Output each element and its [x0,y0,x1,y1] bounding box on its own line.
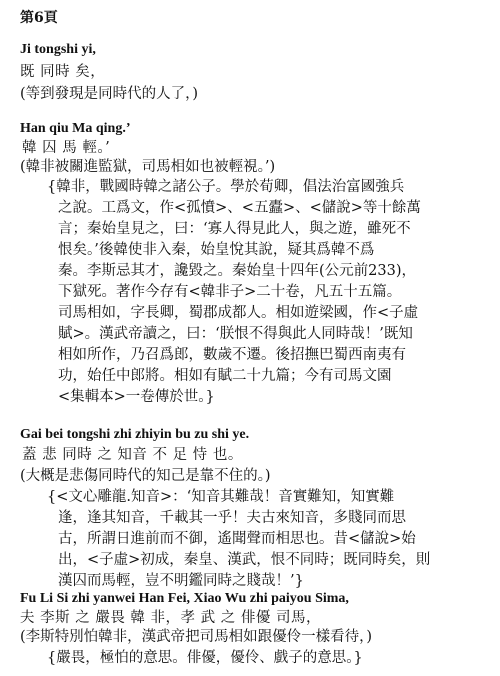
commentary-line: 賦>。漢武帝讀之，曰：‘朕恨不得與此人同時哉！’既知 [58,326,413,342]
chinese-line-2: 韓 囚 馬 輕。’ [22,140,111,156]
chinese-line-3: 蓋 悲 同時 之 知音 不 足 恃 也。 [22,447,243,463]
commentary-line: 恨矣。’後韓使非入秦，始皇悅其說，疑其爲韓不爲 [58,242,375,258]
note-line-4: (李斯特別怕韓非，漢武帝把司馬相如跟優伶一樣看待，) [20,629,373,645]
commentary-line: {韓非，戰國時韓之諸公子。學於荀卿，倡法治富國強兵 [47,179,405,195]
commentary-line: 功，始任中郎將。相如有賦二十九篇；今有司馬文園 [58,368,392,384]
commentary-line: 逢，逢其知音，千載其一乎！夫古來知音，多賤同而思 [58,510,406,526]
commentary-line: 秦。李斯忌其才，讒毀之。秦始皇十四年(公元前233)， [58,263,416,279]
commentary-line: {嚴畏，極怕的意思。俳優，優伶、戲子的意思。} [47,650,363,666]
pinyin-line-4: Fu Li Si zhi yanwei Han Fei, Xiao Wu zhi paiyou Sima, [20,591,349,606]
note-line-2: (韓非被關進監獄，司馬相如也被輕視。’) [20,159,276,175]
pinyin-line-1: Ji tongshi yi, [20,42,96,57]
commentary-line: 相如所作，乃召爲郎，數歲不遷。後招撫巴蜀西南夷有 [58,347,406,363]
note-line-1: (等到發現是同時代的人了，) [20,86,199,102]
commentary-line: 出，<子虛>初成，秦皇、漢武，恨不同時；既同時矣，則 [58,552,431,568]
note-line-3: (大概是悲傷同時代的知己是靠不住的。) [20,468,271,484]
page-header: 第6頁 [20,10,58,26]
commentary-line: 漢囚而馬輕，豈不明鑑同時之賤哉！’} [58,573,304,589]
commentary-line: {<文心雕龍.知音>：‘知音其難哉！音實難知，知實難 [47,489,395,505]
pinyin-line-2: Han qiu Ma qing.’ [20,121,131,136]
commentary-line: <集輯本>一卷傳於世。} [58,389,215,405]
commentary-line: 之說。工爲文，作<孤憤>、<五蠹>、<儲說>等十餘萬 [58,200,421,216]
commentary-line: 古，所謂日進前而不御，遙聞聲而相思也。昔<儲說>始 [58,531,416,547]
commentary-line: 下獄死。著作今存有<韓非子>二十卷，凡五十五篇。 [58,284,402,300]
chinese-line-1: 既 同時 矣， [20,64,106,80]
chinese-line-4: 夫 李斯 之 嚴畏 韓 非，孝 武 之 俳優 司馬， [20,610,321,626]
commentary-line: 言；秦始皇見之，曰：‘寡人得見此人，與之遊，雖死不 [58,221,411,237]
pinyin-line-3: Gai bei tongshi zhi zhiyin bu zu shi ye. [20,427,250,442]
commentary-line: 司馬相如，字長卿，蜀郡成都人。相如遊梁國，作<子虛 [58,305,419,321]
